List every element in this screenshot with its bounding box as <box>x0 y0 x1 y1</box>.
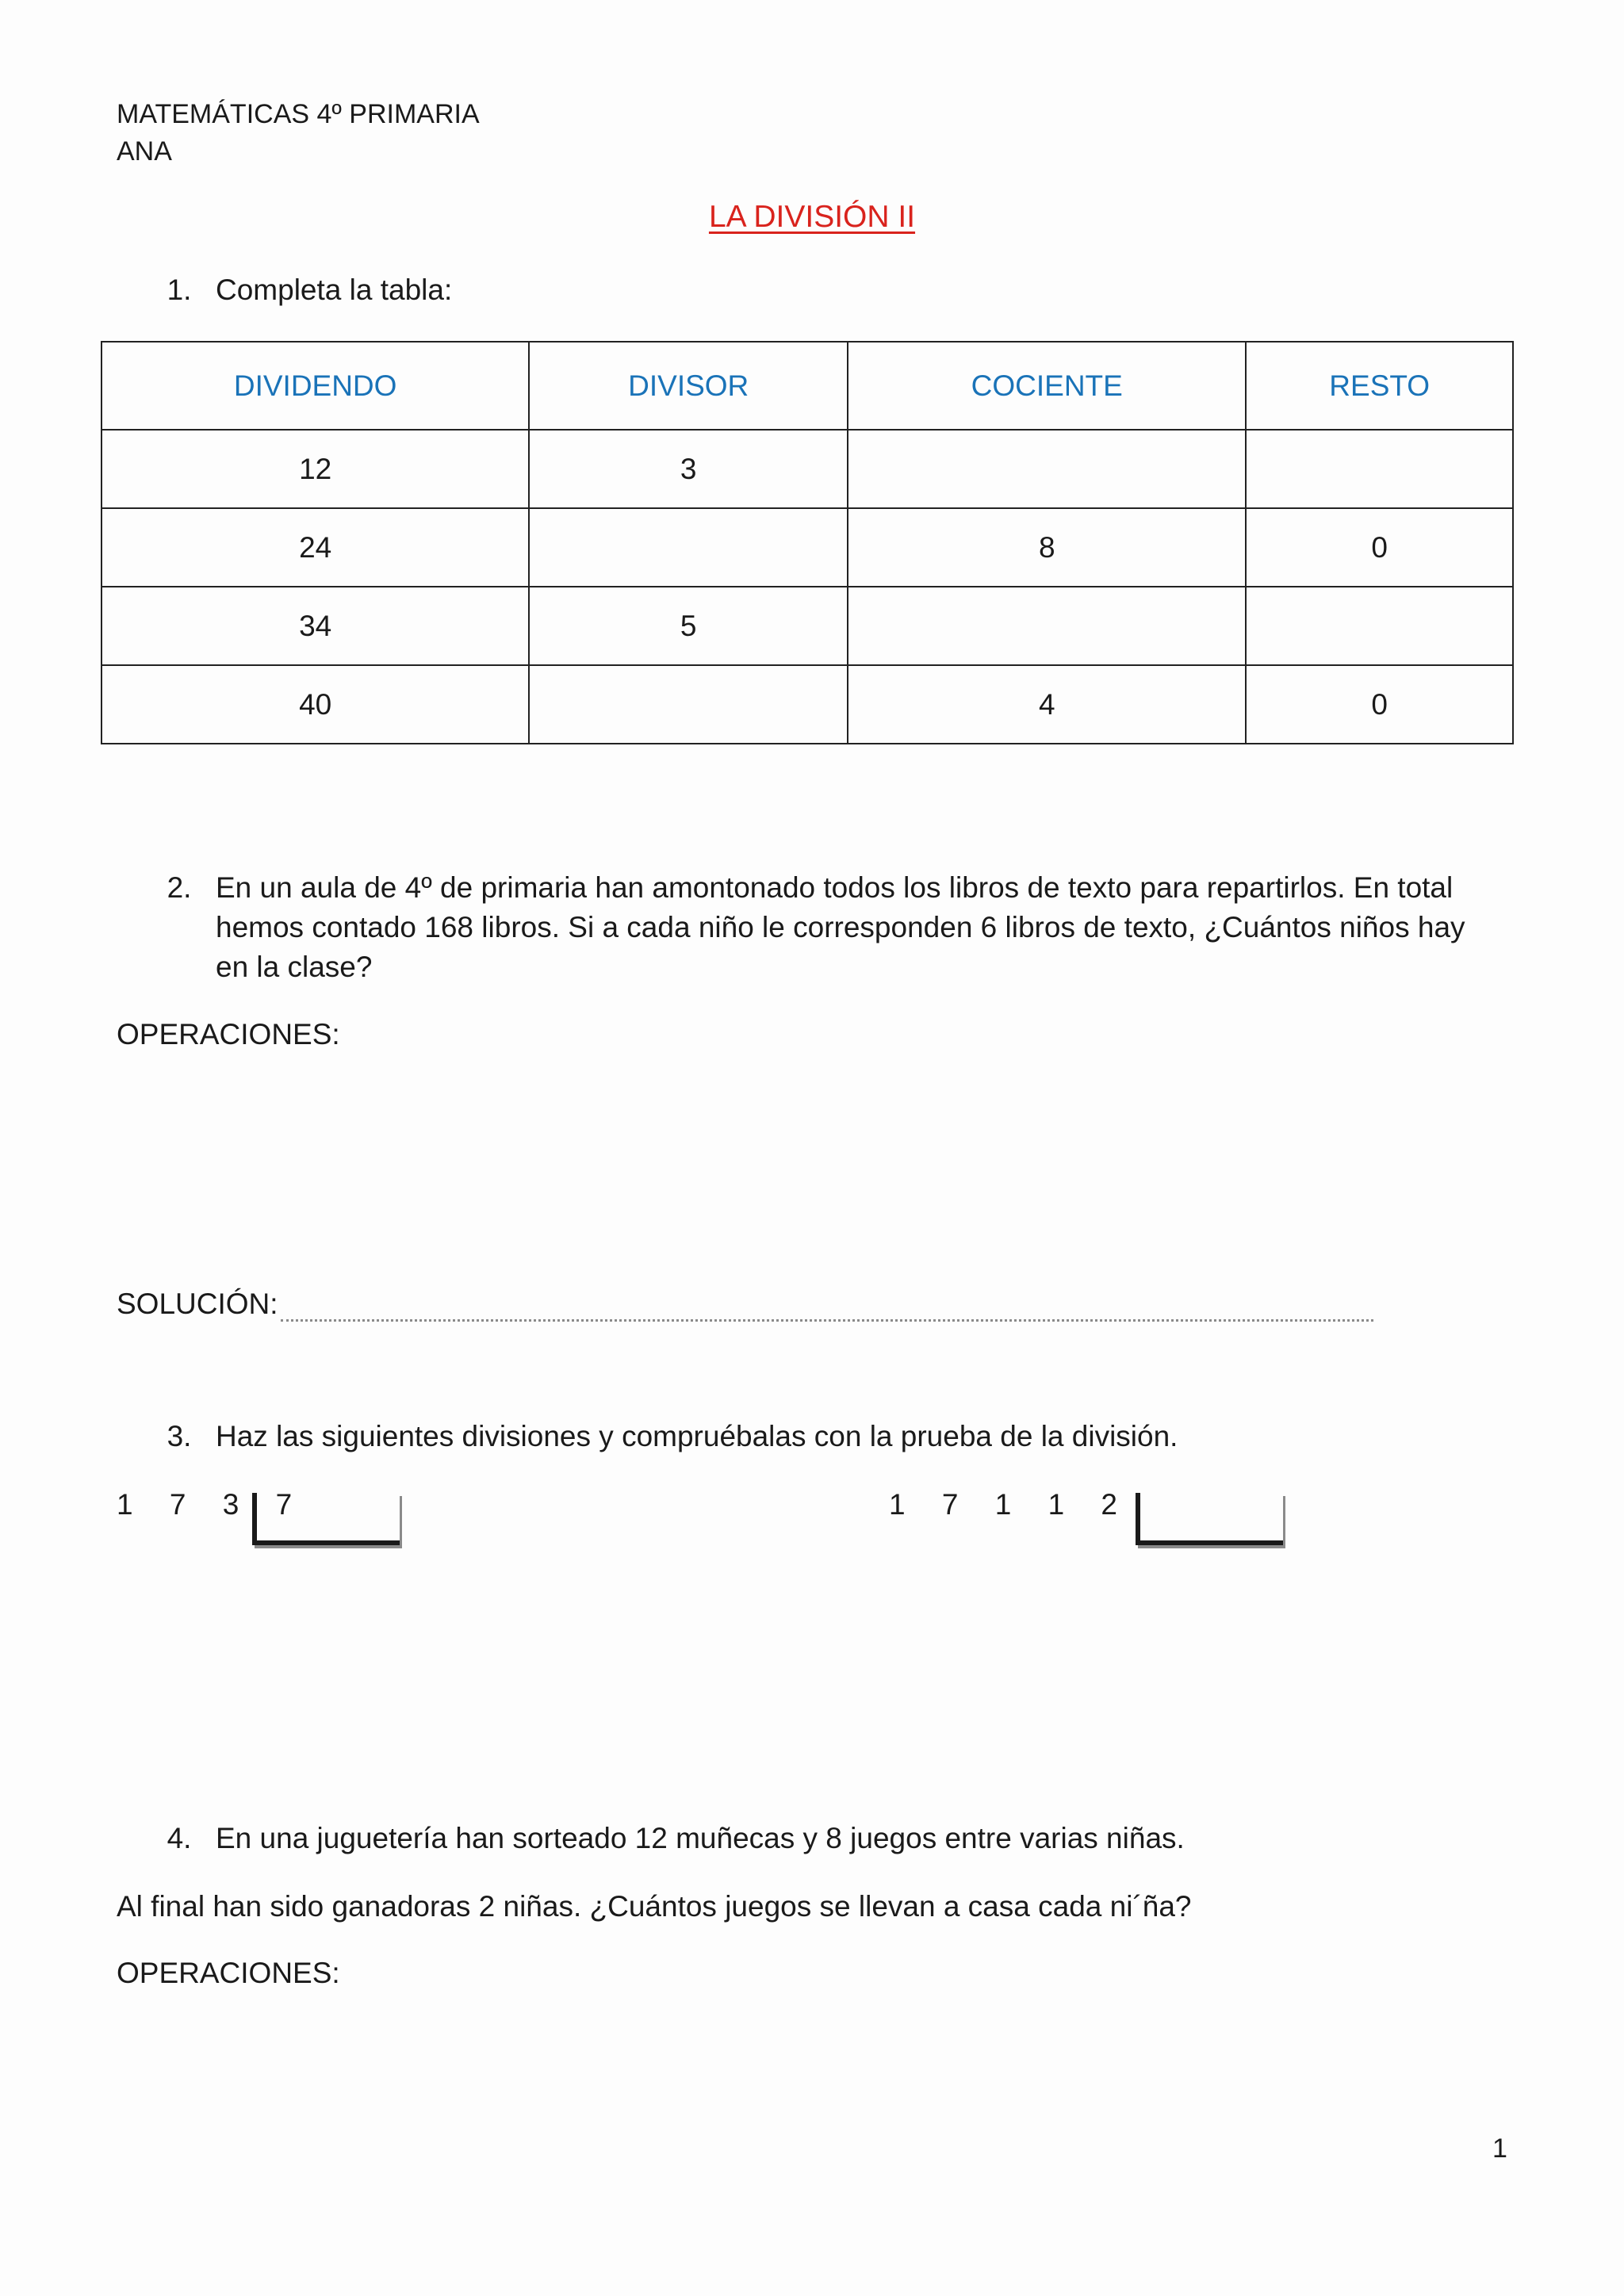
table-cell: 34 <box>102 587 529 665</box>
table-cell: 0 <box>1246 508 1513 587</box>
table-cell[interactable] <box>1246 430 1513 508</box>
division-2-bracket <box>1136 1493 1283 1545</box>
header-name: ANA <box>117 136 172 166</box>
table-cell: 12 <box>102 430 529 508</box>
table-cell: 8 <box>848 508 1246 587</box>
table-cell[interactable] <box>1246 587 1513 665</box>
division-1-dividend: 1 7 3 7 <box>117 1488 307 1521</box>
table-cell[interactable] <box>848 587 1246 665</box>
table-cell: 5 <box>529 587 848 665</box>
table-header-row <box>102 342 1513 430</box>
page-title: LA DIVISIÓN II <box>708 200 916 234</box>
table-cell[interactable] <box>529 508 848 587</box>
exercise-4-number: 4. <box>167 1822 192 1854</box>
solution-answer-line[interactable] <box>281 1316 1373 1322</box>
table-cell[interactable] <box>848 430 1246 508</box>
header-dividendo: DIVIDENDO <box>102 342 529 430</box>
exercise-3-number: 3. <box>167 1420 192 1452</box>
exercise-2-prompt: 2. En un aula de 4º de primaria han amontonado todos los libros de texto para repartirlos. En total hemos contado 168 libros. Si a cada niño le corresponden 6 libros de texto, ¿Cuántos niños hay en la clase? <box>159 868 1554 987</box>
header-cociente: COCIENTE <box>848 342 1246 430</box>
table-cell: 0 <box>1246 665 1513 744</box>
exercise-2-solution-label: SOLUCIÓN: <box>117 1288 278 1320</box>
table-row <box>102 508 1513 587</box>
header-subject: MATEMÁTICAS 4º PRIMARIA <box>117 99 480 129</box>
table-row <box>102 430 1513 508</box>
division-1-bracket <box>252 1493 400 1545</box>
exercise-1-number: 1. <box>167 274 192 306</box>
table-cell: 40 <box>102 665 529 744</box>
page-number: 1 <box>1492 2133 1507 2164</box>
division-2-dividend: 1 7 1 1 2 <box>889 1488 1132 1521</box>
table-cell: 24 <box>102 508 529 587</box>
exercise-2-operations-label: OPERACIONES: <box>117 1018 340 1050</box>
table-cell: 4 <box>848 665 1246 744</box>
division-table <box>101 341 1514 744</box>
exercise-1-prompt: 1. Completa la tabla: <box>159 270 452 310</box>
exercise-4-operations-label: OPERACIONES: <box>117 1957 340 1989</box>
header-divisor: DIVISOR <box>529 342 848 430</box>
exercise-4-prompt: 4. En una juguetería han sorteado 12 muñecas y 8 juegos entre varias niñas. <box>159 1819 1185 1858</box>
exercise-2-number: 2. <box>167 871 192 904</box>
table-row <box>102 665 1513 744</box>
exercise-4-line2: Al final han sido ganadoras 2 niñas. ¿Cuántos juegos se llevan a casa cada ni´ña? <box>117 1890 1192 1923</box>
table-cell[interactable] <box>529 665 848 744</box>
table-row <box>102 587 1513 665</box>
table-cell: 3 <box>529 430 848 508</box>
header-resto: RESTO <box>1246 342 1513 430</box>
exercise-3-prompt: 3. Haz las siguientes divisiones y compruébalas con la prueba de la división. <box>159 1417 1178 1456</box>
